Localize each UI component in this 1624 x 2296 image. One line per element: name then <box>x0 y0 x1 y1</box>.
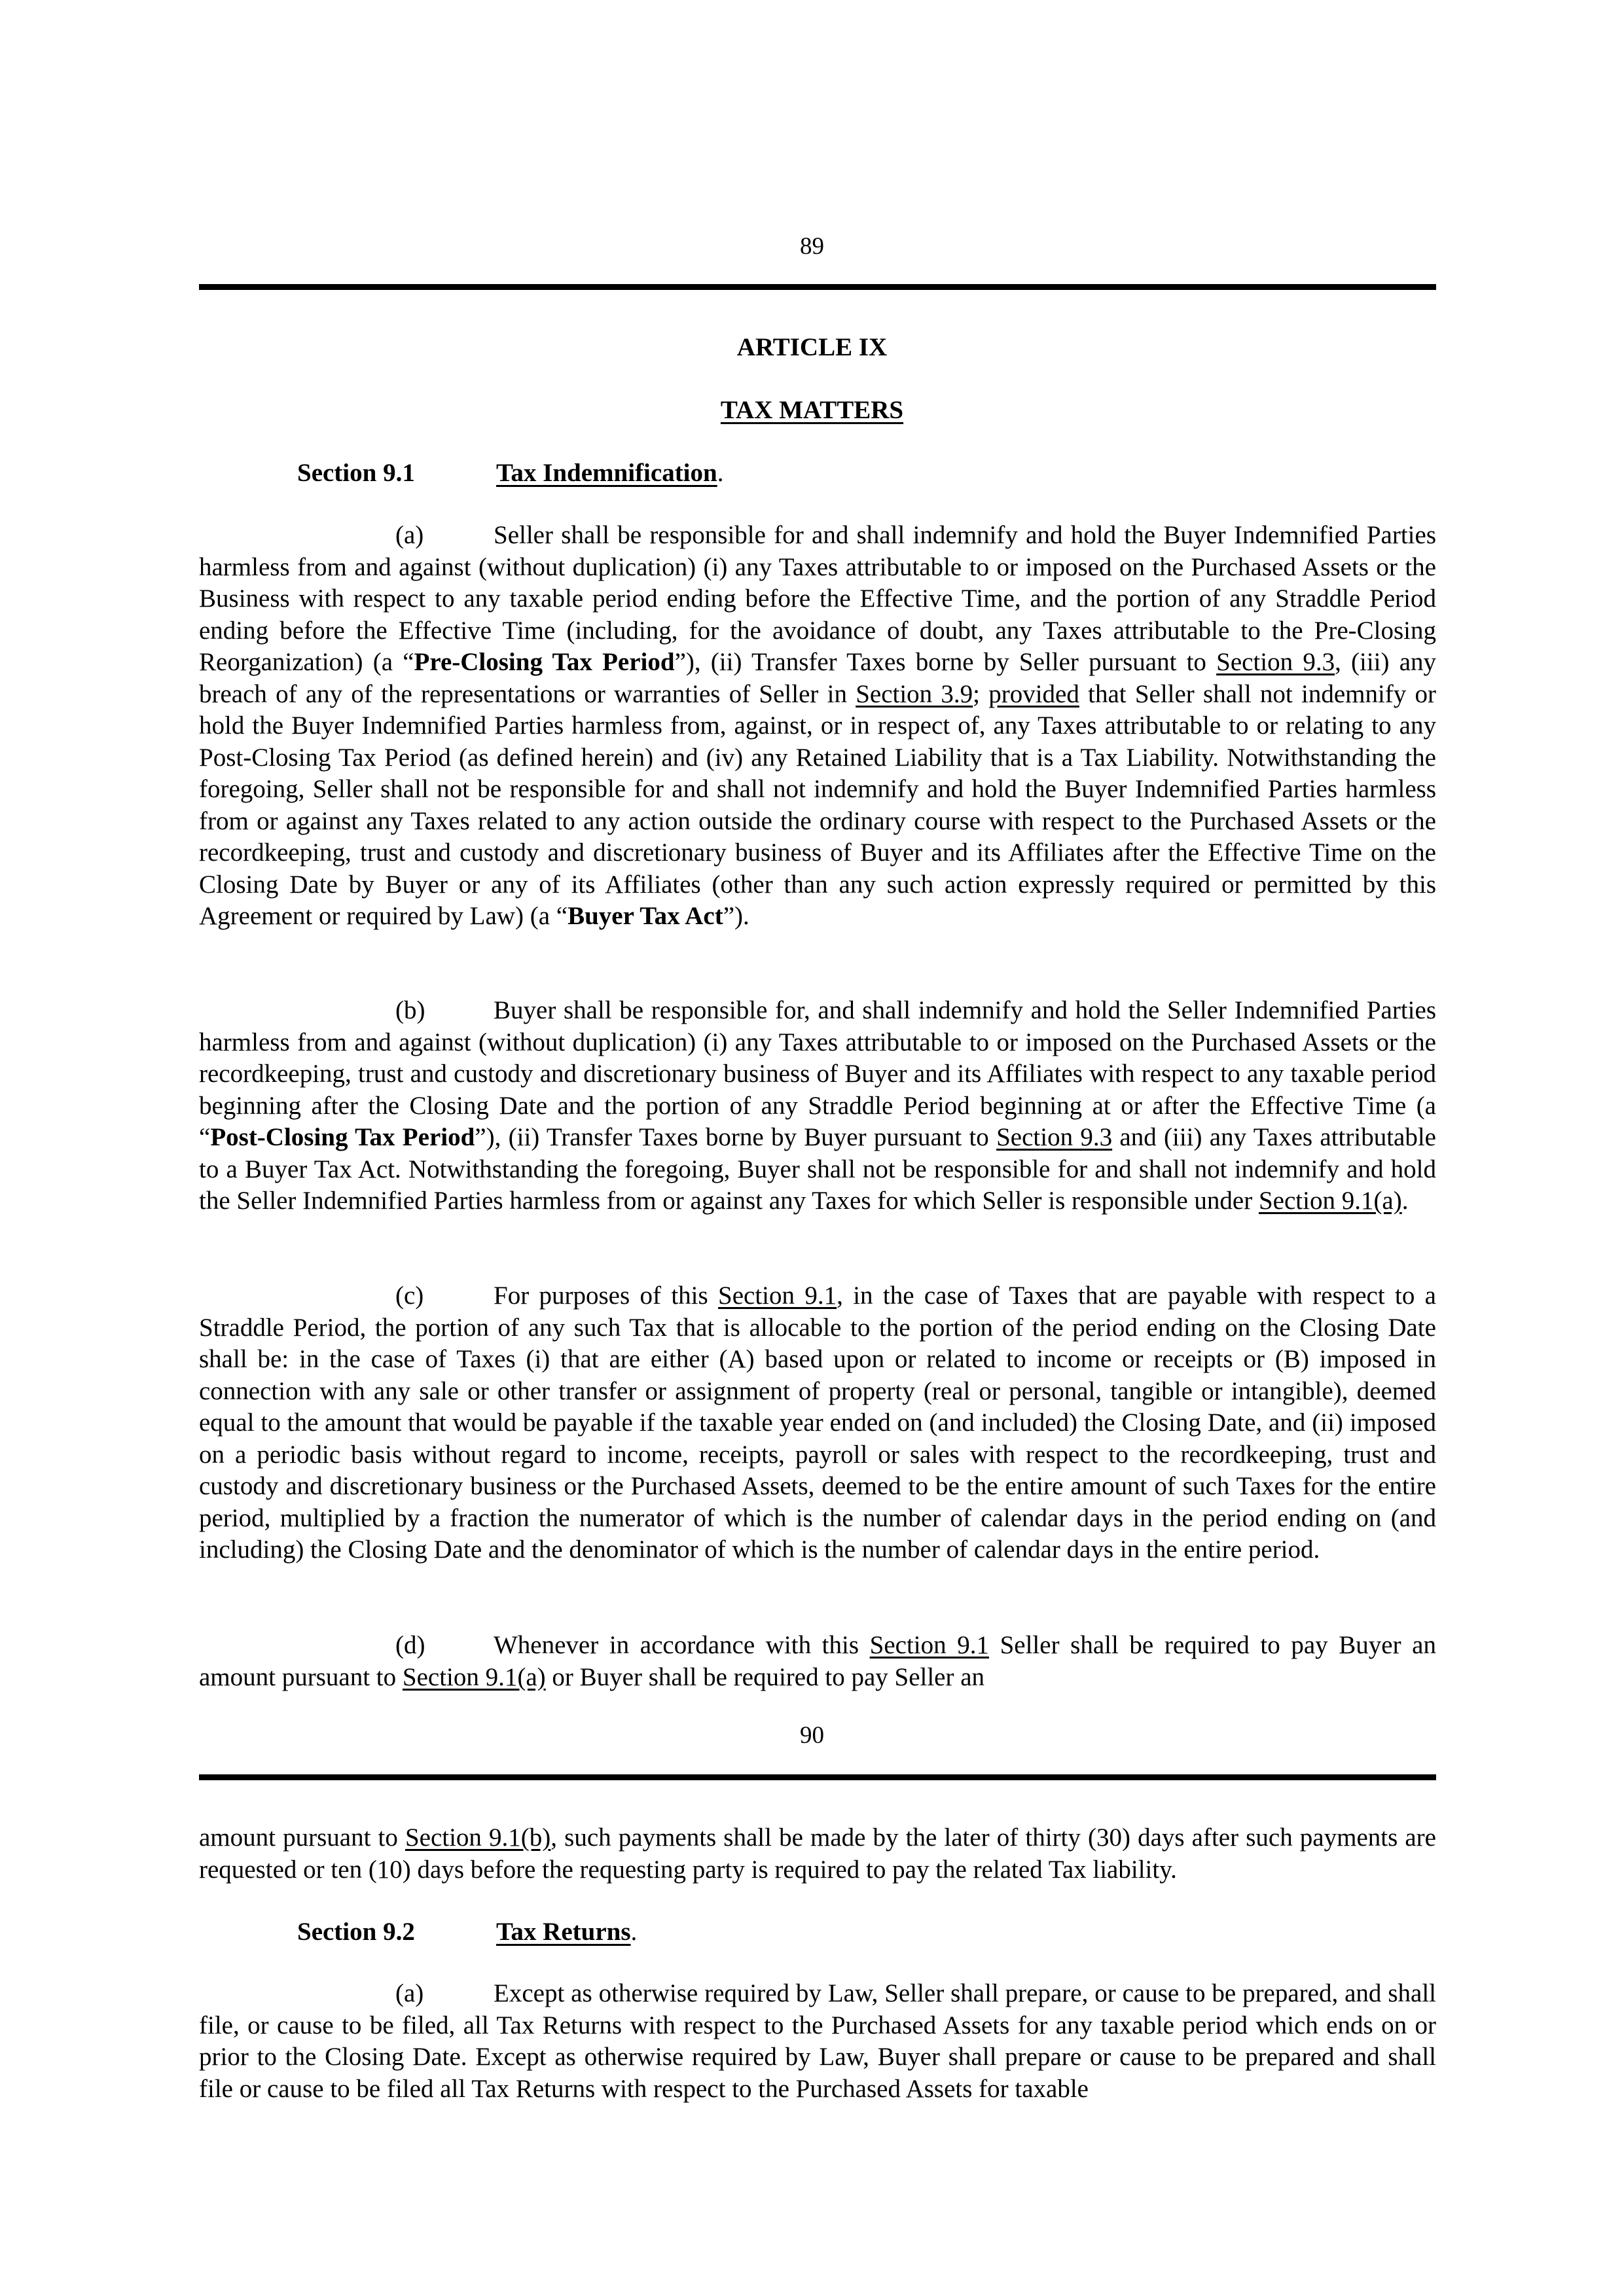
cross-reference: Section 9.3 <box>996 1123 1113 1151</box>
paragraph-continuation: amount pursuant to Section 9.1(b), such payments shall be made by the later of thirty (30) days after such payments are requested or ten (10) days before the requesting party is required to pay the related Tax liability. <box>199 1823 1436 1884</box>
cross-reference: Section 9.1 <box>718 1282 837 1310</box>
defined-term: Post-Closing Tax Period <box>210 1123 475 1151</box>
paragraph-marker: (d) <box>395 1631 425 1659</box>
paragraph-marker: (a) <box>395 521 424 549</box>
cross-reference: Section 9.1 <box>869 1631 989 1659</box>
paragraph-marker: (a) <box>395 1979 424 2007</box>
page-number-bottom: 90 <box>800 1722 824 1749</box>
paragraph-9-2-a: (a) Except as otherwise required by Law, Seller shall prepare, or cause to be prepared, and shall file, or cause to be filed, all Tax Returns with respect to the Purchased Assets for any taxable period which ends on or prior to the Closing Date. Except as otherwise required by Law, Buyer shall prepare or cause to be prepared and shall file or cause to be filed all Tax Returns with respect to the Purchased Assets for taxable <box>199 1979 1436 2103</box>
defined-term: Pre-Closing Tax Period <box>414 648 675 676</box>
paragraph-9-1-b: (b) Buyer shall be responsible for, and shall indemnify and hold the Seller Indemnified Parties harmless from and against (without duplication) (i) any Taxes attributable to or imposed on the Purchased Assets or the recordkeeping, trust and custody and discretionary business of Buyer and its Affiliates with respect to any taxable period beginning after the Closing Date and the portion of any Straddle Period beginning at or after the Effective Time (a “Post-Closing Tax Period”), (ii) Transfer Taxes borne by Buyer pursuant to Section 9.3 and (iii) any Taxes attributable to a Buyer Tax Act. Notwithstanding the foregoing, Buyer shall not be responsible for and shall not indemnify and hold the Seller Indemnified Parties harmless from or against any Taxes for which Seller is responsible under Section 9.1(a). <box>199 996 1436 1215</box>
paragraph-9-1-d: (d) Whenever in accordance with this Section 9.1 Seller shall be required to pay Buyer an amount pursuant to Section 9.1(a) or Buyer shall be required to pay Seller an <box>199 1631 1436 1691</box>
defined-term: Buyer Tax Act <box>568 902 723 930</box>
emphasis-term: provided <box>988 679 1079 708</box>
section-heading-9-2: Section 9.2 Tax Returns. <box>297 1918 638 1946</box>
section-title: Tax Returns <box>496 1918 631 1946</box>
article-title: ARTICLE IX <box>736 333 888 361</box>
section-number: Section 9.1 <box>297 459 415 487</box>
cross-reference: Section 9.1(b) <box>405 1823 551 1852</box>
cross-reference: Section 9.1(a) <box>1258 1187 1402 1215</box>
paragraph-9-1-c: (c) For purposes of this Section 9.1, in the case of Taxes that are payable with respect to a Straddle Period, the portion of any such Tax that is allocable to the portion of the period ending on the Closing Date shall be: in the case of Taxes (i) that are either (A) based upon or related to income or receipts or (B) imposed in connection with any sale or other transfer or assignment of property (real or personal, tangible or intangible), deemed equal to the amount that would be payable if the taxable year ended on (and included) the Closing Date, and (ii) imposed on a periodic basis without regard to income, receipts, payroll or sales with respect to the recordkeeping, trust and custody and discretionary business or the Purchased Assets, deemed to be the entire amount of such Taxes for the entire period, multiplied by a fraction the numerator of which is the number of calendar days in the period ending on (and including) the Closing Date and the denominator of which is the number of calendar days in the entire period. <box>199 1282 1436 1564</box>
paragraph-9-1-a: (a) Seller shall be responsible for and shall indemnify and hold the Buyer Indemnified Parties harmless from and against (without duplication) (i) any Taxes attributable to or imposed on the Purchased Assets or the Business with respect to any taxable period ending before the Effective Time, and the portion of any Straddle Period ending before the Effective Time (including, for the avoidance of doubt, any Taxes attributable to the Pre-Closing Reorganization) (a “Pre-Closing Tax Period”), (ii) Transfer Taxes borne by Seller pursuant to Section 9.3, (iii) any breach of any of the representations or warranties of Seller in Section 3.9; provided that Seller shall not indemnify or hold the Buyer Indemnified Parties harmless from, against, or in respect of, any Taxes attributable to or relating to any Post-Closing Tax Period (as defined herein) and (iv) any Retained Liability that is a Tax Liability. Notwithstanding the foregoing, Seller shall not be responsible for and shall not indemnify and hold the Buyer Indemnified Parties harmless from or against any Taxes related to any action outside the ordinary course with respect to the Purchased Assets or the recordkeeping, trust and custody and discretionary business of Buyer and its Affiliates after the Effective Time on the Closing Date by Buyer or any of its Affiliates (other than any such action expressly required or permitted by this Agreement or required by Law) (a “Buyer Tax Act”). <box>199 521 1437 930</box>
article-subtitle: TAX MATTERS <box>720 396 904 424</box>
paragraph-marker: (c) <box>395 1282 424 1310</box>
cross-reference: Section 3.9 <box>856 679 973 708</box>
paragraph-marker: (b) <box>395 996 425 1024</box>
section-heading-9-1: Section 9.1 Tax Indemnification. <box>297 459 724 487</box>
section-title: Tax Indemnification <box>496 459 717 487</box>
cross-reference: Section 9.3 <box>1216 648 1335 676</box>
page-number-top: 89 <box>800 233 824 260</box>
cross-reference: Section 9.1(a) <box>402 1662 546 1691</box>
section-number: Section 9.2 <box>297 1918 415 1946</box>
page-divider-bottom <box>199 1774 1436 1780</box>
page-divider-top <box>199 284 1436 290</box>
